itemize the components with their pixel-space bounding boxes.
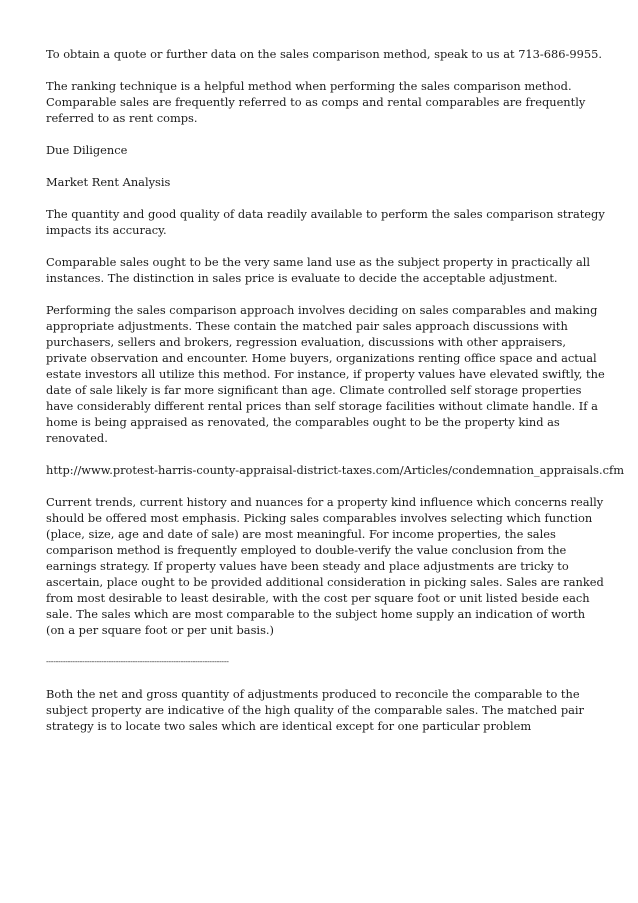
land-use-paragraph: Comparable sales ought to be the very same land use as the subject property in practically all instances. The distinction in sales price is evaluate to decide the acceptable adjustment. (46, 255, 591, 285)
intro-paragraph: To obtain a quote or further data on the sales comparison method, speak to us at 713-686-9955. (46, 47, 602, 61)
adjustments-paragraph: Both the net and gross quantity of adjustments produced to reconcile the comparable to the subject property are indicative of the high quality of the comparable sales. The matched pair strategy is to locate two sales which are identical except for one particular problem (46, 687, 584, 733)
section-divider: ---------------------------------------------------------------------------- (46, 657, 229, 666)
current-trends-paragraph: Current trends, current history and nuances for a property kind influence which concerns really should be offered most emphasis. Picking sales comparables involves selecting which function (place, size, age and date of sale) are most meaningful. For income properties, the sales comparison method is frequently employed to double-verify the value conclusion from the earnings strategy. If property values have been steady and place adjustments are tricky to ascertain, place ought to be provided additional consideration in picking sales. Sales are ranked from most desirable to least desirable, with the cost per square foot or unit listed beside each sale. The sales which are most comparable to the subject home supply an indication of worth (on a per square foot or per unit basis.) (46, 495, 604, 637)
market-rent-analysis-heading: Market Rent Analysis (46, 175, 171, 189)
reference-url[interactable]: http://www.protest-harris-county-appraisal-district-taxes.com/Articles/condemnation_appraisals.cfm (46, 463, 625, 477)
approach-paragraph: Performing the sales comparison approach involves deciding on sales comparables and making appropriate adjustments. These contain the matched pair sales approach discussions with purchasers, sellers and brokers, regression evaluation, discussions with other appraisers, private observation and encounter. Home buyers, organizations renting office space and actual estate investors all utilize this method. For instance, if property values have elevated swiftly, the date of sale likely is far more significant than age. Climate controlled self storage properties have considerably different rental prices than self storage facilities without climate handle. If a home is being appraised as renovated, the comparables ought to be the property kind as renovated. (46, 303, 605, 445)
document-page (46, 46, 625, 750)
due-diligence-heading: Due Diligence (46, 143, 128, 157)
ranking-technique-paragraph: The ranking technique is a helpful method when performing the sales comparison method. Comparable sales are frequently referred to as comps and rental comparables are frequently referred to as rent comps. (46, 79, 586, 125)
data-quality-paragraph: The quantity and good quality of data readily available to perform the sales comparison strategy impacts its accuracy. (46, 207, 605, 237)
